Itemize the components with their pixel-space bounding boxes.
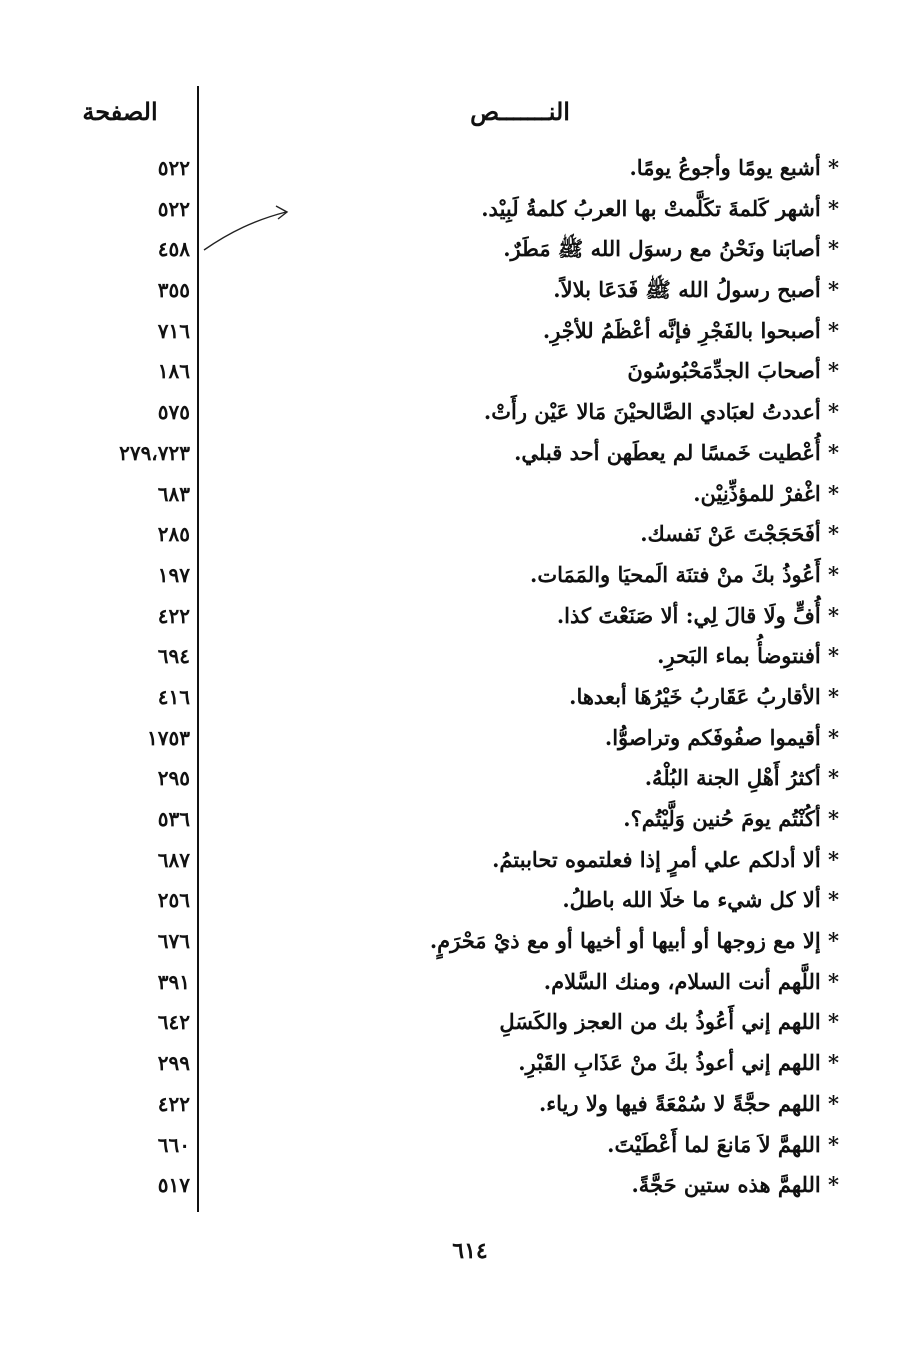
entry-text-content: أكثرُ أَهْلِ الجنة البُلْهُ. [644, 765, 821, 791]
entry-text [319, 1084, 839, 1124]
entry-text-content: اللهم إني أَعُوذُ بك من العجز والكَسَلِ [499, 1009, 821, 1035]
entry-text-content: أعددتُ لعبَادي الصَّالحيْنَ مَالا عَيْن رأَتْ. [483, 399, 821, 425]
bullet-star-icon: * [828, 561, 839, 587]
entry-text [319, 555, 839, 595]
table-row [0, 392, 921, 433]
entry-text [319, 596, 839, 636]
entry-text [319, 351, 839, 391]
table-row [0, 677, 921, 718]
entry-page-number: ٧١٦ [157, 318, 190, 343]
index-list [0, 148, 921, 1206]
entry-page-number: ٤٥٨ [157, 237, 190, 262]
entry-page-number: ٢٩٥ [157, 766, 190, 791]
table-row [0, 921, 921, 962]
bullet-star-icon: * [828, 968, 839, 994]
entry-page-number: ٦٩٤ [157, 644, 190, 669]
entry-text [319, 311, 839, 351]
entry-page-number: ٥٢٢ [157, 196, 190, 221]
entry-text [319, 189, 839, 229]
page-number: ٦١٤ [452, 1238, 488, 1264]
entry-page-number: ٣٩١ [157, 969, 190, 994]
bullet-star-icon: * [828, 928, 839, 954]
bullet-star-icon: * [828, 643, 839, 669]
entry-text [319, 1002, 839, 1042]
entry-text-content: أصبحوا بالفَجْرِ فإنَّه أعْظَمُ للأجْرِ. [542, 317, 821, 343]
table-row [0, 1043, 921, 1084]
entry-text-content: اغْفرْ للمؤذِّنِيْن. [693, 480, 821, 506]
bullet-star-icon: * [828, 1172, 839, 1198]
table-row [0, 351, 921, 392]
entry-page-number: ٦٤٢ [157, 1010, 190, 1035]
entry-page-number: ٥٣٦ [157, 807, 190, 831]
bullet-star-icon: * [828, 683, 839, 709]
entry-page-number: ٦٦٠ [157, 1132, 190, 1157]
text-column-header: النـــــــص [470, 97, 570, 126]
entry-page-number: ٦٧٦ [157, 929, 190, 954]
entry-text-content: أصبح رسولُ الله ﷺ فَدَعَا بلالاً. [553, 277, 821, 303]
entry-text [319, 1165, 839, 1205]
entry-text-content: اللهم حجَّةً لا سُمْعَةً فيها ولا رياء. [538, 1090, 821, 1116]
bullet-star-icon: * [828, 724, 839, 750]
table-row [0, 229, 921, 270]
bullet-star-icon: * [828, 602, 839, 628]
page-column-header: الصفحة [82, 97, 158, 126]
entry-text-content: أقيموا صفُوفَكم وتراصوُّا. [604, 724, 821, 750]
entry-text [319, 921, 839, 961]
entry-text-content: اللهمَّ هذه ستين حَجَّةً. [631, 1172, 821, 1198]
entry-text-content: الأقاربُ عَقَاربُ خَيْرُهَا أبعدها. [569, 683, 821, 709]
table-row [0, 555, 921, 596]
entry-text-content: أصابَنا ونَحْنُ مع رسوَل الله ﷺ مَطَرٌ. [503, 236, 821, 262]
entry-text-content: أصحابَ الجدِّمَحْبُوسُونَ [627, 358, 821, 384]
bullet-star-icon: * [828, 195, 839, 221]
entry-text [319, 433, 839, 473]
entry-text-content: إلا مع زوجها أو أبيها أو أخيها أو مع ذيْ مَحْرَمٍ. [429, 928, 821, 954]
bullet-star-icon: * [828, 277, 839, 303]
table-row [0, 962, 921, 1003]
entry-page-number: ٣٥٥ [157, 278, 190, 303]
table-row [0, 1165, 921, 1206]
bullet-star-icon: * [828, 887, 839, 913]
entry-text [319, 514, 839, 554]
entry-text [319, 1043, 839, 1083]
table-row [0, 636, 921, 677]
entry-page-number: ٥٢٢ [157, 156, 190, 180]
entry-page-number: ٤١٦ [157, 684, 190, 709]
bullet-star-icon: * [828, 236, 839, 262]
bullet-star-icon: * [828, 317, 839, 343]
entry-text [319, 718, 839, 758]
entry-page-number: ٢٥٦ [157, 888, 190, 913]
entry-text-content: ألا كل شيء ما خلَا الله باطلُ. [562, 887, 821, 913]
bullet-star-icon: * [828, 521, 839, 547]
entry-text-content: أفَحَجَجْتَ عَنْ نَفسك. [640, 521, 821, 547]
entry-page-number: ٥٧٥ [157, 400, 190, 425]
entry-text-content: اللهمَّ لاَ مَانعَ لما أَعْطَيْتَ. [607, 1131, 821, 1157]
entry-text-content: أَعُوذُ بكَ منْ فتنَة الَمحيَا والمَمَات. [530, 561, 821, 587]
bullet-star-icon: * [828, 439, 839, 465]
bullet-star-icon: * [828, 846, 839, 872]
bullet-star-icon: * [828, 1090, 839, 1116]
entry-text [319, 840, 839, 880]
entry-text [319, 677, 839, 717]
entry-text [319, 392, 839, 432]
bullet-star-icon: * [828, 1009, 839, 1035]
entry-page-number: ٢٩٩ [157, 1051, 190, 1076]
bullet-star-icon: * [828, 806, 839, 831]
entry-page-number: ٦٨٣ [157, 481, 190, 506]
bullet-star-icon: * [828, 480, 839, 506]
table-row [0, 596, 921, 637]
entry-text-content: أكُنْتُم يومَ حُنين وَلَّيْتُم؟. [623, 806, 821, 831]
entry-text [319, 229, 839, 269]
entry-page-number: ١٨٦ [157, 359, 190, 384]
table-row [0, 1084, 921, 1125]
entry-text-content: اللهم إني أعوذُ بكَ منْ عَذَابِ القَبْرِ. [518, 1050, 821, 1076]
table-row [0, 1125, 921, 1166]
entry-text [319, 880, 839, 920]
entry-text [319, 474, 839, 514]
entry-text-content: أُفٍّ ولَا قالَ لِي: ألا صَنَعْتَ كذا. [556, 602, 821, 628]
entry-text-content: ألا أدلكم علي أمرٍ إذا فعلتموه تحاببتمُ. [492, 846, 821, 872]
entry-text-content: أُعْطيت خَمسًا لم يعطَهن أحد قبلي. [514, 439, 821, 465]
table-row [0, 474, 921, 515]
entry-text [319, 148, 839, 188]
entry-text [319, 962, 839, 1002]
entry-page-number: ٦٨٧ [157, 847, 190, 872]
table-row [0, 718, 921, 759]
entry-page-number: ٤٢٢ [157, 603, 190, 628]
table-row [0, 799, 921, 840]
entry-page-number: ٥١٧ [157, 1173, 190, 1198]
table-row [0, 433, 921, 474]
entry-text [319, 758, 839, 798]
entry-page-number: ١٧٥٣ [147, 725, 190, 750]
entry-page-number: ١٩٧ [157, 562, 190, 587]
entry-text [319, 1125, 839, 1165]
entry-page-number: ٢٧٩،٧٢٣ [119, 440, 190, 465]
bullet-star-icon: * [828, 765, 839, 791]
table-row [0, 840, 921, 881]
table-row [0, 311, 921, 352]
bullet-star-icon: * [828, 358, 839, 384]
table-row [0, 514, 921, 555]
entry-text [319, 270, 839, 310]
table-row [0, 270, 921, 311]
entry-page-number: ٤٢٢ [157, 1091, 190, 1116]
bullet-star-icon: * [828, 1131, 839, 1157]
entry-page-number: ٢٨٥ [157, 522, 190, 547]
entry-text-content: أفنتوضأُ بماء البَحرِ. [657, 643, 821, 669]
table-row [0, 1002, 921, 1043]
entry-text-content: اللَّهم أنت السلام، ومنك السَّلام. [543, 968, 821, 994]
table-row [0, 148, 921, 189]
bullet-star-icon: * [828, 399, 839, 425]
table-row [0, 880, 921, 921]
entry-text [319, 636, 839, 676]
entry-text-content: أشبع يومًا وأجوعُ يومًا. [629, 155, 821, 180]
bullet-star-icon: * [828, 155, 839, 180]
table-row [0, 189, 921, 230]
table-row [0, 758, 921, 799]
entry-text-content: أشهر كَلمةَ تكَلَّمتْ بها العربُ كلمةُ لَبِيْد. [481, 195, 821, 221]
bullet-star-icon: * [828, 1050, 839, 1076]
entry-text [319, 799, 839, 839]
